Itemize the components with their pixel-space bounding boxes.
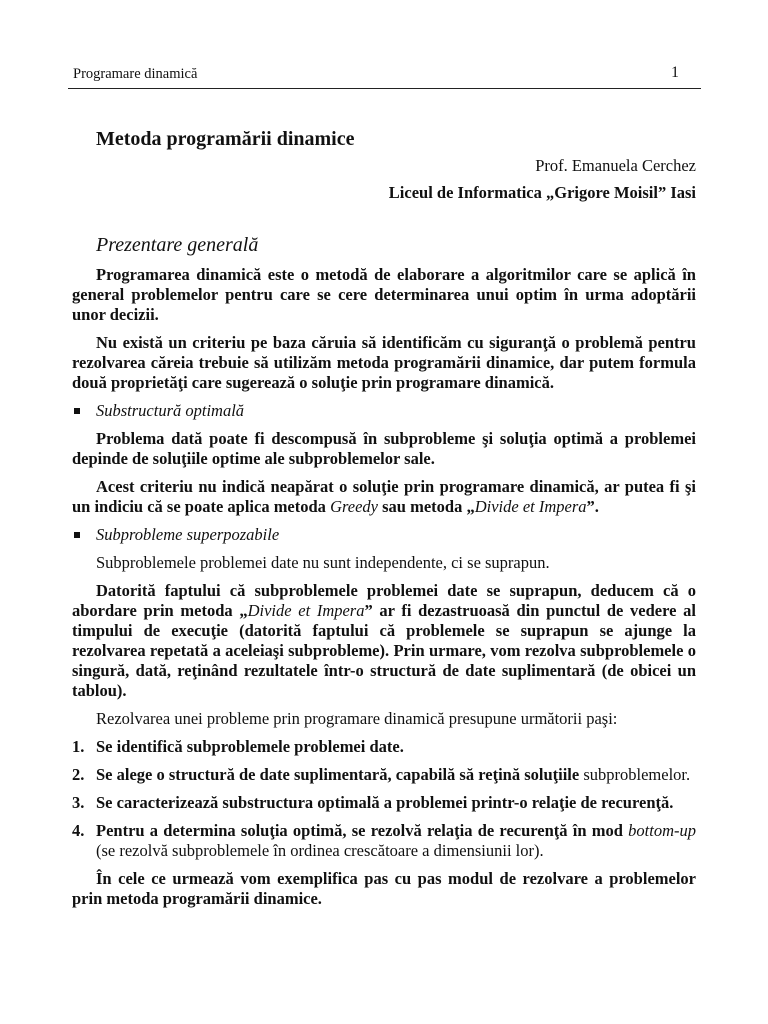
text-segment: sau metoda „ [378, 497, 475, 516]
step-text: Se alege o structură de date suplimentară, capabilă să reţină soluţiile [96, 765, 580, 784]
bottom-up-term: bottom-up [628, 821, 697, 840]
text-segment: Datorită faptului că subproblemele problemei date se suprapun, deducem că o abordare prin metoda „ [72, 581, 696, 620]
page-header [68, 66, 701, 89]
step-number: 4. [72, 821, 85, 840]
bullet-optimal-substructure [72, 401, 696, 421]
square-bullet-icon [74, 408, 80, 414]
paragraph-closing: În cele ce urmează vom exemplifica pas cu pas modul de rezolvare a problemelor prin metoda programării dinamice. [72, 869, 696, 908]
school-line: Liceul de Informatica „Grigore Moisil” Iasi [388, 183, 696, 202]
divide-term: Divide et Impera [247, 601, 365, 620]
paragraph-overlap: Subproblemele problemei date nu sunt independente, ci se suprapun. [96, 553, 550, 572]
list-item [72, 821, 696, 861]
list-item [72, 765, 696, 785]
document-title: Metoda programării dinamice [96, 128, 355, 150]
bullet-overlapping-subproblems [72, 525, 696, 545]
bullet-label: Subprobleme superpozabile [96, 525, 280, 544]
paragraph-definition: Programarea dinamică este o metodă de elaborare a algoritmilor care se aplică în general problemelor pentru care se cere determinarea unui optim în urma adoptării unor decizii. [72, 265, 696, 324]
text-segment: Acest criteriu nu indică neapărat o soluţie prin programare dinamică, ar putea fi şi un indiciu că se poate aplica metoda [72, 477, 696, 516]
page-number: 1 [671, 64, 679, 81]
step-text: Pentru a determina soluţia optimă, se rezolvă relaţia de recurenţă în mod [96, 821, 623, 840]
list-item [72, 737, 696, 757]
step-number: 2. [72, 765, 85, 784]
list-item [72, 793, 696, 813]
step-text-normal: subproblemelor. [583, 765, 691, 784]
paragraph-greedy-hint [72, 477, 696, 517]
author-line: Prof. Emanuela Cerchez [535, 156, 696, 175]
divide-term: Divide et Impera [474, 497, 587, 516]
step-text: Se identifică subproblemele problemei date. [96, 737, 404, 756]
text-segment: ” ar fi dezastruoasă din punctul de vedere al timpului de execuţie (datorită faptului că problemele se suprapun se ajunge la rezolvarea repetată a aceleiaşi subprobleme). Prin urmare, vom rezolva subproblemele o singură, dată, reţinând rezultatele într-o structură de date suplimentară (de obicei un tablou). [72, 601, 696, 700]
steps-list [72, 737, 696, 861]
page-content [72, 127, 696, 909]
paragraph-decomposition: Problema dată poate fi descompusă în subprobleme şi soluţia optimă a problemei depinde de soluţiile optime ale subproblemelor sale. [72, 429, 696, 468]
section-heading: Prezentare generală [96, 234, 259, 256]
step-number: 1. [72, 737, 85, 756]
text-segment: ”. [586, 497, 599, 516]
paragraph-overlap-consequence [72, 581, 696, 701]
step-text-normal: (se rezolvă subproblemele în ordinea crescătoare a dimensiunii lor). [96, 841, 544, 860]
step-number: 3. [72, 793, 85, 812]
greedy-term: Greedy [330, 497, 379, 516]
step-text: Se caracterizează substructura optimală a problemei printr-o relaţie de recurenţă. [96, 793, 674, 812]
bullet-label: Substructură optimală [96, 401, 245, 420]
paragraph-criteria: Nu există un criteriu pe baza căruia să identificăm cu siguranţă o problemă pentru rezolvarea căreia trebuie să utilizăm metoda programării dinamice, dar putem formula două proprietăţi care sugerează o soluţie prin programare dinamică. [72, 333, 696, 392]
square-bullet-icon [74, 532, 80, 538]
paragraph-steps-intro: Rezolvarea unei probleme prin programare dinamică presupune următorii paşi: [96, 709, 618, 728]
running-title: Programare dinamică [73, 66, 198, 82]
